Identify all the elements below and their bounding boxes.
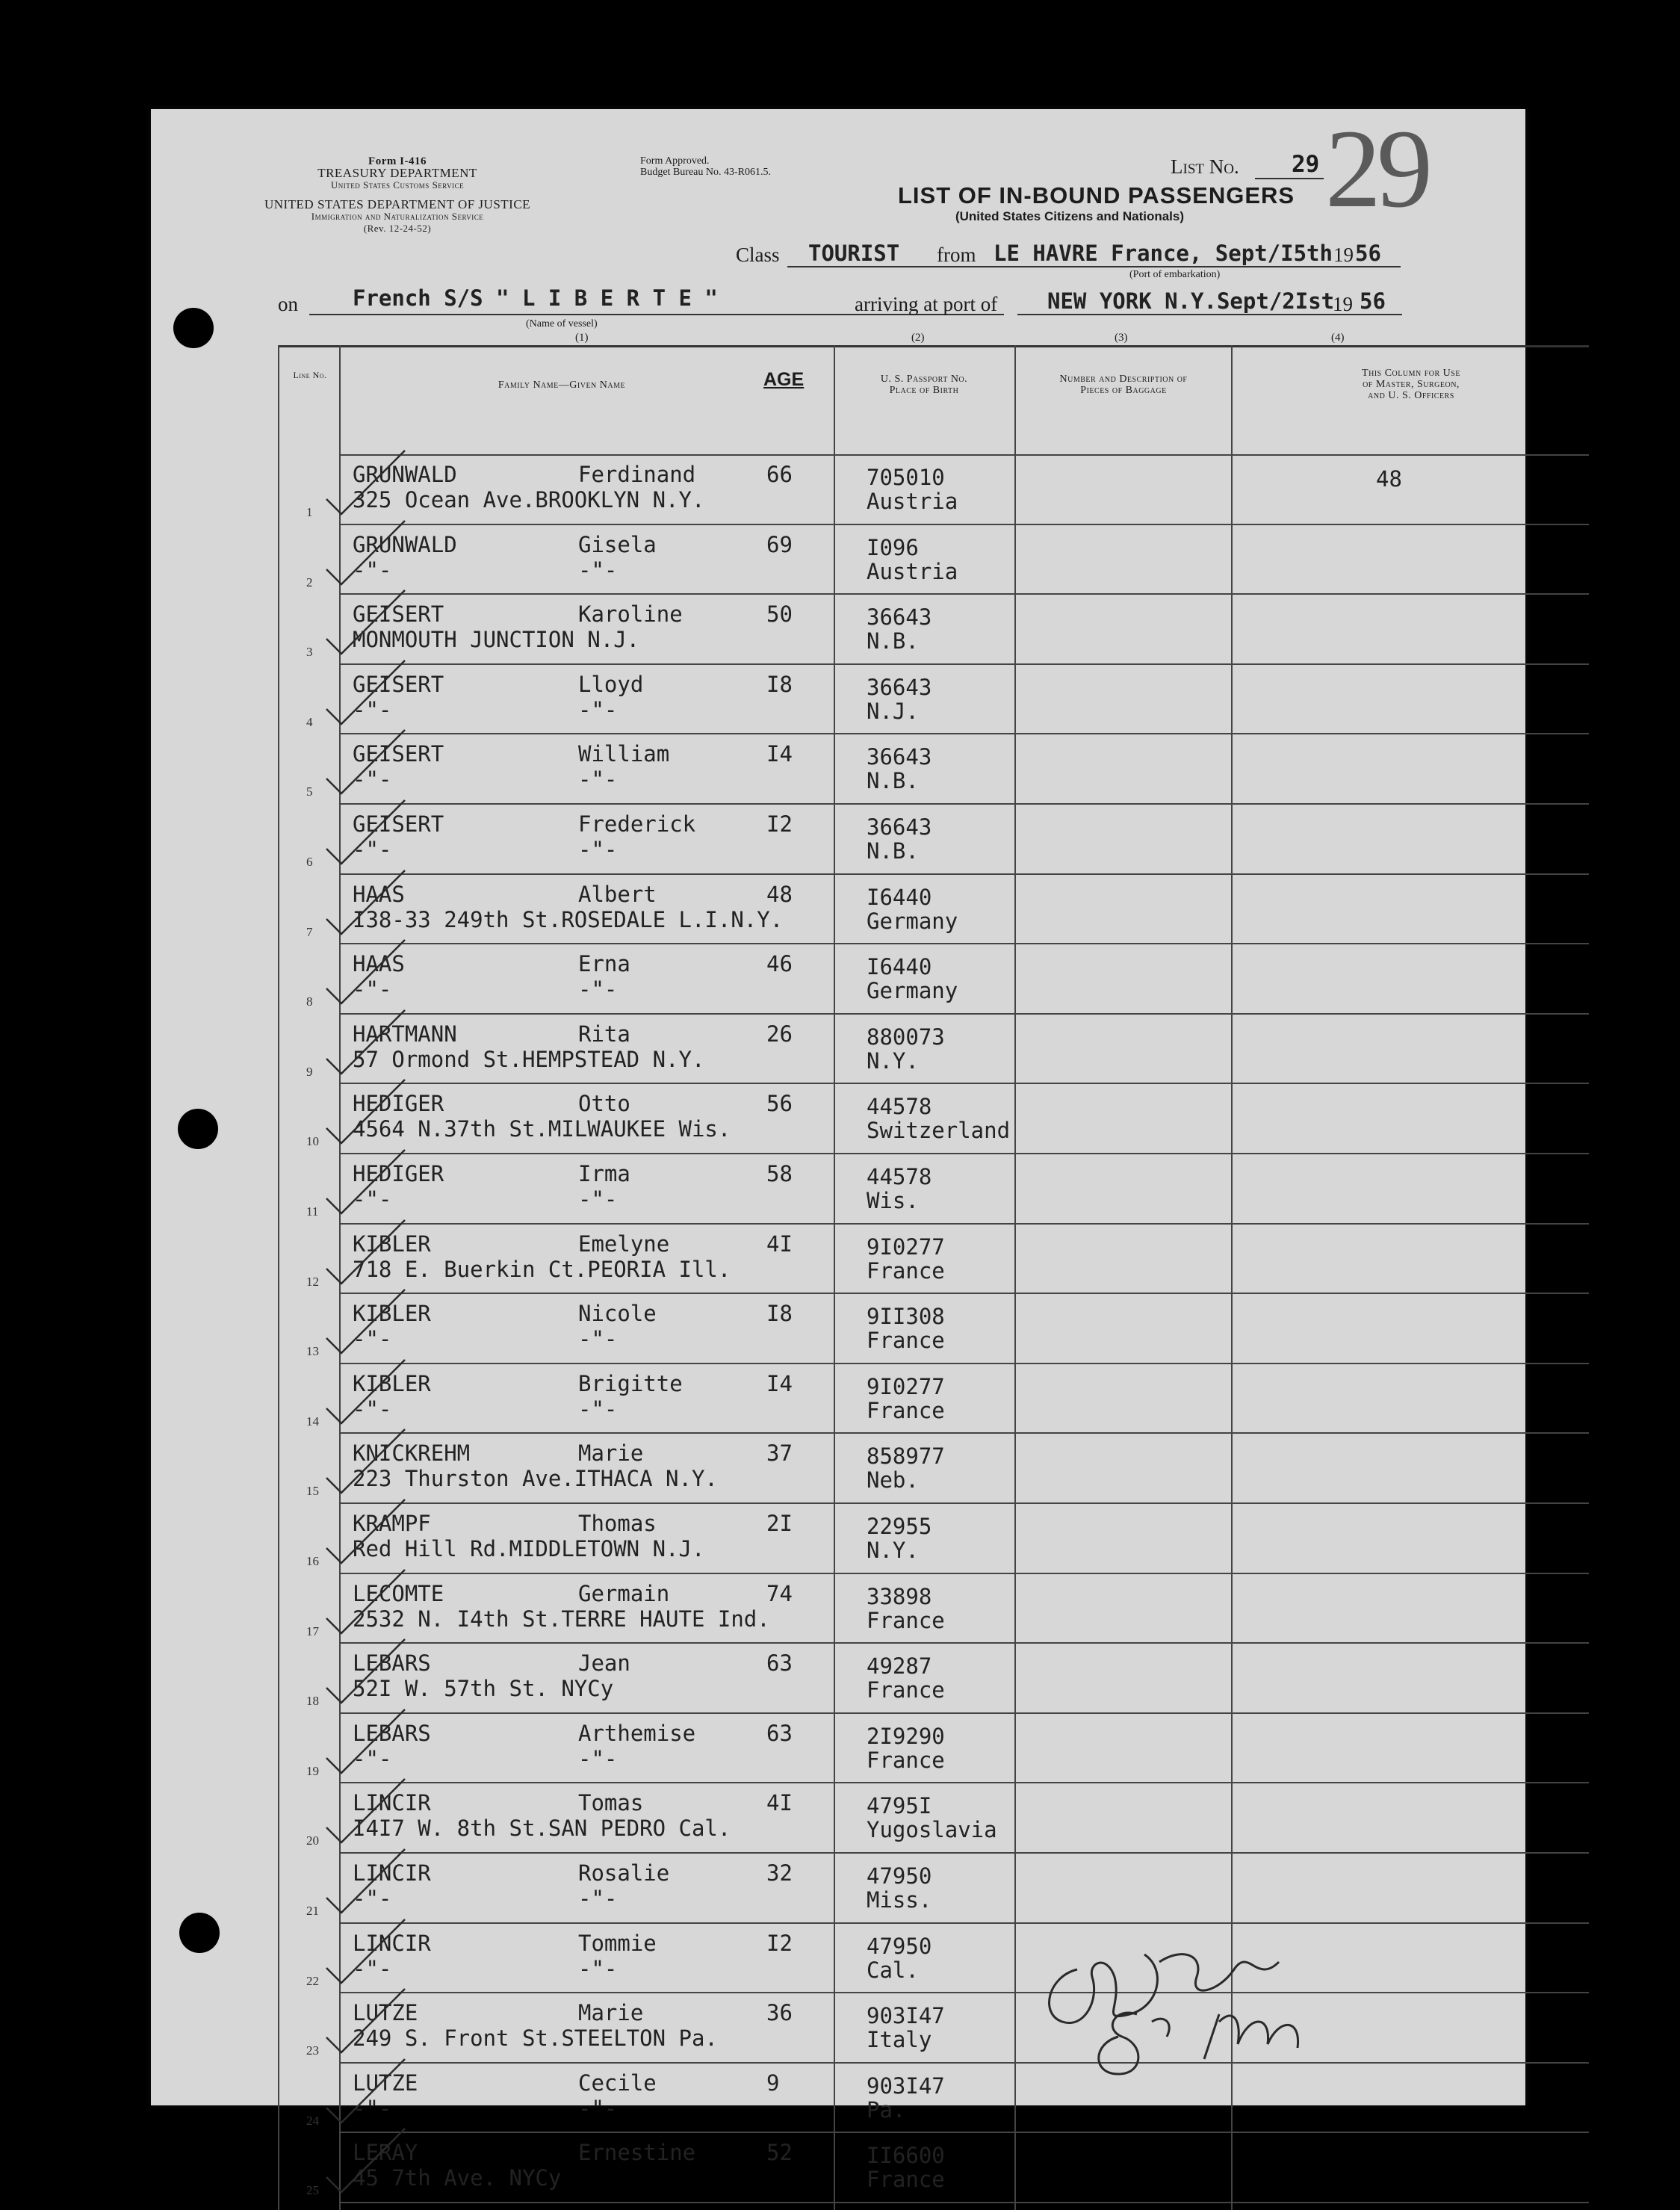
given-name: Lloyd — [578, 671, 644, 697]
given-name: Marie — [578, 1440, 644, 1467]
passport-number: 9I0277 — [867, 1234, 945, 1260]
line-number: 25 — [306, 2183, 319, 2198]
given-name: Nicole — [578, 1301, 657, 1327]
col-baggage — [1019, 374, 1228, 396]
address: -"- — [353, 1186, 392, 1212]
family-name: KNICKREHM — [353, 1440, 471, 1467]
family-name: KIBLER — [353, 1370, 431, 1396]
passport-number: 880073 — [867, 1024, 945, 1050]
column-number-3: (3) — [1115, 332, 1128, 344]
col-passport — [838, 374, 1010, 396]
place-of-birth: Austria — [867, 489, 958, 514]
age: I8 — [766, 1301, 793, 1327]
punch-hole-top — [173, 308, 214, 348]
vessel-caption: (Name of vessel) — [526, 318, 598, 329]
list-no-label: List No. — [1171, 155, 1239, 178]
place-of-birth: France — [867, 1397, 945, 1423]
class-value: TOURIST — [808, 241, 900, 266]
line-number: 4 — [306, 714, 313, 729]
passport-number: 47950 — [867, 1863, 932, 1889]
given-name-ditto: -"- — [578, 557, 618, 583]
age: I4 — [766, 741, 793, 767]
family-name: LINCIR — [353, 1860, 431, 1886]
title-block — [898, 182, 1295, 224]
place-of-birth: Switzerland — [867, 1118, 1011, 1144]
place-of-birth: N.Y. — [867, 1538, 919, 1563]
age: 74 — [766, 1580, 793, 1606]
given-name: Irma — [578, 1161, 630, 1186]
given-name: Rosalie — [578, 1860, 670, 1886]
place-of-birth: Austria — [867, 558, 958, 584]
line-number: 3 — [306, 645, 313, 660]
age: 4I — [766, 1790, 793, 1816]
list-no-underline — [1255, 178, 1324, 179]
family-name: LUTZE — [353, 2070, 418, 2096]
passport-number: 36643 — [867, 814, 932, 840]
given-name: Tommie — [578, 1930, 657, 1956]
family-name: KRAMPF — [353, 1511, 431, 1536]
age: 37 — [766, 1440, 793, 1467]
col-passport-line1: U. S. Passport No. — [880, 374, 968, 385]
family-name: KIBLER — [353, 1301, 431, 1327]
place-of-birth: N.Y. — [867, 1047, 919, 1074]
passport-number: 903I47 — [867, 2003, 945, 2029]
place-of-birth: France — [867, 1747, 945, 1773]
age: 63 — [766, 1720, 793, 1746]
family-name: HAAS — [353, 881, 405, 907]
justice-block — [255, 199, 539, 235]
place-of-birth: N.B. — [867, 838, 919, 864]
given-name: Arthemise — [578, 1720, 696, 1746]
treasury-dept: TREASURY DEPARTMENT — [317, 166, 477, 180]
passport-number: 2I9290 — [867, 1723, 945, 1749]
family-name: HEDIGER — [353, 1091, 444, 1117]
age: 63 — [766, 1650, 793, 1677]
address: -"- — [353, 976, 392, 1003]
given-name: Frederick — [578, 811, 696, 837]
passport-number: I096 — [867, 534, 919, 560]
address: -"- — [353, 557, 392, 583]
approval-block — [640, 155, 771, 178]
officer-signature — [1032, 1925, 1346, 2096]
line-number: 9 — [306, 1064, 313, 1079]
col-officers — [1236, 368, 1587, 401]
passport-number: 33898 — [867, 1583, 932, 1609]
address: 57 Ormond St.HEMPSTEAD N.Y. — [353, 1046, 705, 1072]
given-name-ditto: -"- — [578, 1186, 618, 1212]
address: 718 E. Buerkin Ct.PEORIA Ill. — [353, 1256, 731, 1282]
form-approved: Form Approved. — [640, 155, 710, 167]
line-number: 20 — [306, 1833, 319, 1848]
given-name: Albert — [578, 881, 657, 907]
passport-number: 858977 — [867, 1443, 945, 1470]
address: 325 Ocean Ave.BROOKLYN N.Y. — [353, 487, 705, 513]
passport-number: 9II308 — [867, 1304, 945, 1330]
age: I8 — [766, 671, 793, 697]
line-number: 7 — [306, 924, 313, 939]
ins-service: Immigration and Naturalization Service — [311, 211, 484, 222]
family-name: LEBARS — [353, 1720, 431, 1746]
form-agency-block — [263, 155, 532, 191]
given-name: Ernestine — [578, 2140, 696, 2166]
col-family-name: Family Name—Given Name — [498, 380, 626, 391]
line-number: 14 — [306, 1414, 319, 1429]
place-of-birth: Neb. — [867, 1467, 919, 1494]
family-name: LEBARS — [353, 1650, 431, 1677]
line-number: 11 — [306, 1204, 319, 1219]
officer-note: 48 — [1376, 466, 1402, 492]
place-of-birth: France — [867, 1677, 945, 1703]
arriving-label: arriving at port of — [855, 293, 998, 315]
address: -"- — [353, 696, 392, 722]
given-name: Emelyne — [578, 1231, 670, 1257]
address: -"- — [353, 1326, 392, 1352]
port-caption: (Port of embarkation) — [1129, 269, 1221, 280]
age: 52 — [766, 2140, 793, 2166]
age: 9 — [766, 2070, 780, 2096]
address: I4I7 W. 8th St.SAN PEDRO Cal. — [353, 1816, 731, 1842]
page-subtitle: (United States Citizens and Nationals) — [955, 209, 1185, 223]
age: 46 — [766, 951, 793, 977]
line-number: 6 — [306, 855, 313, 869]
from-year-prefix: 19 — [1333, 244, 1354, 266]
table-top-border — [278, 345, 1589, 347]
given-name: Marie — [578, 2000, 644, 2026]
passport-number: 44578 — [867, 1094, 932, 1120]
family-name: GEISERT — [353, 811, 444, 837]
manifest-sheet — [151, 107, 1525, 2198]
family-name: LUTZE — [353, 2000, 418, 2026]
punch-hole-bottom — [179, 1913, 220, 1953]
given-name: Karoline — [578, 601, 683, 628]
family-name: LECOMTE — [353, 1580, 444, 1606]
col-baggage-line2: Pieces of Baggage — [1080, 385, 1167, 396]
given-name-ditto: -"- — [578, 1886, 618, 1911]
line-number: 17 — [306, 1624, 319, 1638]
given-name: Erna — [578, 951, 630, 977]
given-name: Germain — [578, 1580, 670, 1606]
table-row — [151, 2132, 1525, 2203]
line-number: 15 — [306, 1484, 319, 1499]
address: -"- — [353, 837, 392, 862]
age: 4I — [766, 1231, 793, 1257]
family-name: GEISERT — [353, 601, 444, 628]
place-of-birth: N.J. — [867, 698, 919, 724]
age: I2 — [766, 811, 793, 837]
address: -"- — [353, 1396, 392, 1422]
passport-number: 47950 — [867, 1933, 932, 1959]
age: 69 — [766, 531, 793, 557]
age: I2 — [766, 1930, 793, 1956]
given-name: Rita — [578, 1021, 630, 1047]
given-name-ditto: -"- — [578, 1326, 618, 1352]
on-label: on — [278, 293, 298, 315]
passport-number: II6600 — [867, 2143, 945, 2169]
form-number: Form I-416 — [368, 155, 427, 167]
family-name: GRUNWALD — [353, 531, 457, 557]
given-name-ditto: -"- — [578, 1745, 618, 1771]
given-name-ditto: -"- — [578, 976, 618, 1003]
row-divider — [339, 2202, 1589, 2203]
passport-number: I6440 — [867, 954, 932, 980]
family-name: LERAY — [353, 2140, 418, 2166]
age: 56 — [766, 1091, 793, 1117]
list-no-stamp: 29 — [1325, 107, 1428, 231]
check-mark — [311, 2117, 416, 2200]
punch-hole-middle — [178, 1109, 218, 1149]
address: 4564 N.37th St.MILWAUKEE Wis. — [353, 1116, 731, 1142]
line-number: 8 — [306, 994, 313, 1009]
passport-number: 9I0277 — [867, 1373, 945, 1399]
address: I38-33 249th St.ROSEDALE L.I.N.Y. — [353, 906, 784, 932]
age: 50 — [766, 601, 793, 628]
from-value: LE HAVRE France, Sept/I5th — [994, 241, 1333, 266]
family-name: HAAS — [353, 951, 405, 977]
passport-number: 44578 — [867, 1164, 932, 1189]
place-of-birth: Wis. — [867, 1188, 919, 1213]
age: I4 — [766, 1370, 793, 1396]
address: 249 S. Front St.STEELTON Pa. — [353, 2025, 718, 2052]
age: 32 — [766, 1860, 793, 1886]
line-number: 19 — [306, 1763, 319, 1778]
given-name: William — [578, 741, 670, 767]
family-name: KIBLER — [353, 1231, 431, 1257]
family-name: LINCIR — [353, 1930, 431, 1956]
passport-number: I6440 — [867, 884, 932, 910]
passport-number: 36643 — [867, 744, 932, 770]
place-of-birth: Germany — [867, 978, 958, 1004]
list-no-value: 29 — [1292, 151, 1320, 178]
from-label: from — [937, 244, 976, 266]
place-of-birth: France — [867, 2167, 945, 2193]
line-number: 24 — [306, 2113, 319, 2128]
passport-number: 36643 — [867, 604, 932, 631]
given-name: Thomas — [578, 1511, 657, 1536]
family-name: GEISERT — [353, 741, 444, 767]
col-officers-line1: This Column for Use — [1362, 368, 1460, 379]
place-of-birth: N.B. — [867, 628, 919, 654]
given-name-ditto: -"- — [578, 767, 618, 793]
place-of-birth: Pa. — [867, 2096, 906, 2123]
place-of-birth: France — [867, 1257, 945, 1284]
place-of-birth: France — [867, 1607, 945, 1633]
line-number: 21 — [306, 1904, 319, 1918]
place-of-birth: N.B. — [867, 768, 919, 794]
passport-number: 49287 — [867, 1653, 932, 1680]
given-name: Gisela — [578, 531, 657, 557]
line-number: 1 — [306, 505, 313, 519]
column-number-1: (1) — [575, 332, 589, 344]
given-name-ditto: -"- — [578, 1396, 618, 1422]
passport-number: 903I47 — [867, 2073, 945, 2099]
family-name: HEDIGER — [353, 1161, 444, 1186]
address: 2532 N. I4th St.TERRE HAUTE Ind. — [353, 1606, 770, 1632]
place-of-birth: Germany — [867, 908, 958, 934]
given-name: Brigitte — [578, 1370, 683, 1396]
passport-number: 705010 — [867, 465, 945, 490]
place-of-birth: Yugoslavia — [867, 1817, 997, 1843]
place-of-birth: Cal. — [867, 1957, 919, 1983]
vessel-value: French S/S " L I B E R T E " — [353, 285, 718, 311]
age: 26 — [766, 1021, 793, 1047]
arriving-value: NEW YORK N.Y.Sept/2Ist — [1047, 288, 1335, 314]
col-passport-line2: Place of Birth — [889, 385, 959, 396]
place-of-birth: Miss. — [867, 1887, 932, 1913]
age: 48 — [766, 881, 793, 907]
col-line-no: Line No. — [293, 370, 327, 380]
given-name: Otto — [578, 1091, 630, 1117]
address: -"- — [353, 1955, 392, 1981]
address: -"- — [353, 1745, 392, 1771]
family-name: GRUNWALD — [353, 462, 457, 487]
family-name: GEISERT — [353, 671, 444, 697]
page-title: LIST OF IN-BOUND PASSENGERS — [898, 182, 1295, 208]
col-baggage-line1: Number and Description of — [1059, 374, 1188, 385]
given-name: Ferdinand — [578, 462, 696, 487]
line-number: 13 — [306, 1344, 319, 1359]
given-name-ditto: -"- — [578, 837, 618, 862]
address: MONMOUTH JUNCTION N.J. — [353, 627, 640, 653]
given-name-ditto: -"- — [578, 696, 618, 722]
class-label: Class — [736, 244, 780, 266]
address: -"- — [353, 1886, 392, 1911]
address: -"- — [353, 767, 392, 793]
passport-number: 22955 — [867, 1514, 932, 1539]
col-officers-line3: and U. S. Officers — [1368, 390, 1454, 401]
passport-number: 4795I — [867, 1793, 932, 1819]
col-officers-line2: of Master, Surgeon, — [1363, 379, 1460, 390]
place-of-birth: France — [867, 1328, 945, 1354]
age: 2I — [766, 1511, 793, 1536]
line-number: 2 — [306, 575, 313, 589]
given-name-ditto: -"- — [578, 2095, 618, 2121]
given-name: Cecile — [578, 2070, 657, 2096]
from-year: 56 — [1355, 241, 1381, 266]
place-of-birth: Italy — [867, 2027, 932, 2053]
line-number: 5 — [306, 784, 313, 799]
address: 45 7th Ave. NYCy — [353, 2165, 562, 2191]
line-number: 22 — [306, 1973, 319, 1988]
form-revision: (Rev. 12-24-52) — [363, 223, 432, 234]
line-number: 16 — [306, 1554, 319, 1568]
address: Red Hill Rd.MIDDLETOWN N.J. — [353, 1536, 705, 1561]
line-number: 23 — [306, 2043, 319, 2058]
line-number: 10 — [306, 1134, 319, 1149]
arriving-year: 56 — [1360, 288, 1386, 314]
age: 66 — [766, 462, 793, 487]
column-number-4: (4) — [1331, 332, 1345, 344]
column-number-2: (2) — [911, 332, 925, 344]
age: 58 — [766, 1161, 793, 1186]
justice-dept: UNITED STATES DEPARTMENT OF JUSTICE — [264, 197, 531, 211]
given-name: Jean — [578, 1650, 630, 1677]
arriving-year-prefix: 19 — [1333, 293, 1353, 315]
address: 52I W. 57th St. NYCy — [353, 1676, 614, 1702]
given-name: Tomas — [578, 1790, 644, 1816]
given-name-ditto: -"- — [578, 1955, 618, 1981]
family-name: LINCIR — [353, 1790, 431, 1816]
customs-service: United States Customs Service — [330, 179, 465, 191]
age: 36 — [766, 2000, 793, 2026]
line-number: 12 — [306, 1274, 319, 1289]
line-number: 18 — [306, 1694, 319, 1709]
passport-number: 36643 — [867, 674, 932, 700]
address: -"- — [353, 2095, 392, 2121]
budget-bureau: Budget Bureau No. 43-R061.5. — [640, 167, 771, 178]
col-age: AGE — [763, 369, 805, 390]
family-name: HARTMANN — [353, 1021, 457, 1047]
address: 223 Thurston Ave.ITHACA N.Y. — [353, 1466, 718, 1492]
